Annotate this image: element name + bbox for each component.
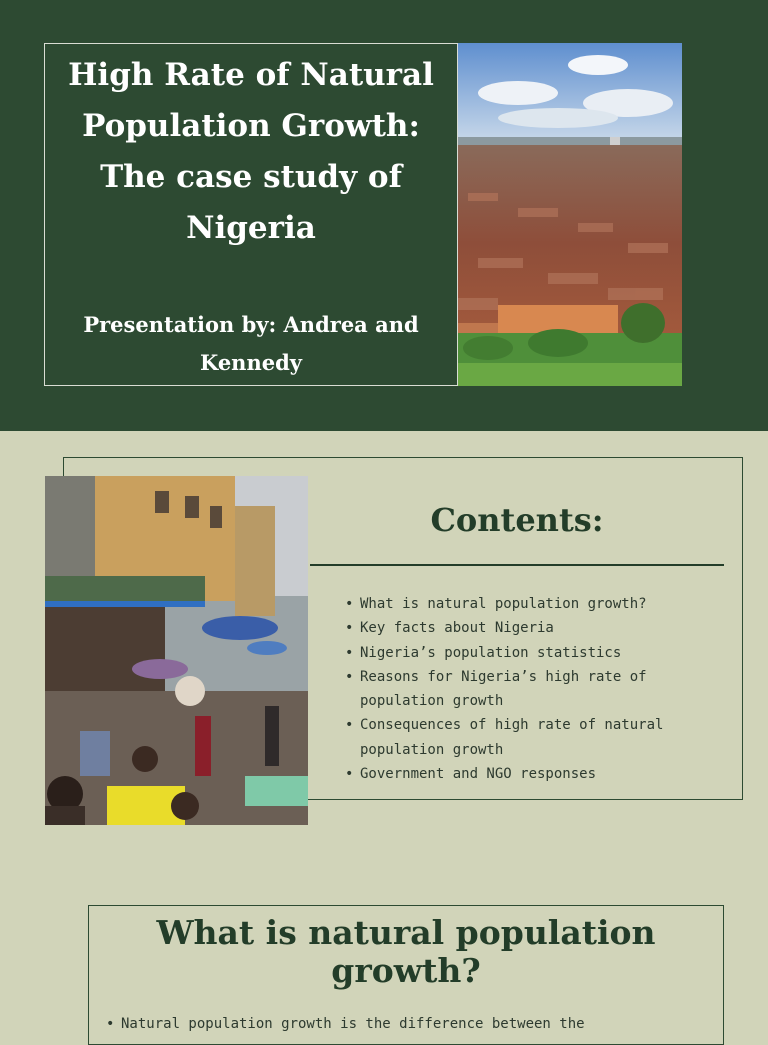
contents-list — [343, 592, 723, 786]
title-slide — [0, 0, 768, 431]
nigeria-city-photo — [458, 43, 682, 386]
contents-item: • Consequences of high rate of natural population growth — [343, 713, 723, 762]
contents-item: • Key facts about Nigeria — [343, 616, 723, 640]
contents-heading: Contents: — [430, 501, 604, 539]
contents-item: • What is natural population growth? — [343, 592, 723, 616]
contents-divider — [310, 564, 724, 566]
presentation-authors: Presentation by: Andrea and Kennedy — [83, 312, 419, 375]
title-box — [44, 43, 458, 386]
presentation-title: High Rate of Natural Population Growth: The case study of Nigeria — [68, 57, 434, 246]
contents-item: • Nigeria’s population statistics — [343, 641, 723, 665]
market-photo-illustration — [45, 476, 308, 825]
contents-item: • Reasons for Nigeria’s high rate of population growth — [343, 665, 723, 714]
definition-item: • Natural population growth is the difference between the — [104, 1012, 704, 1036]
definition-heading: What is natural population growth? — [156, 913, 656, 990]
market-street-photo — [45, 476, 308, 825]
city-photo-illustration — [458, 43, 682, 386]
contents-item: • Government and NGO responses — [343, 762, 723, 786]
definition-list — [104, 1012, 704, 1036]
